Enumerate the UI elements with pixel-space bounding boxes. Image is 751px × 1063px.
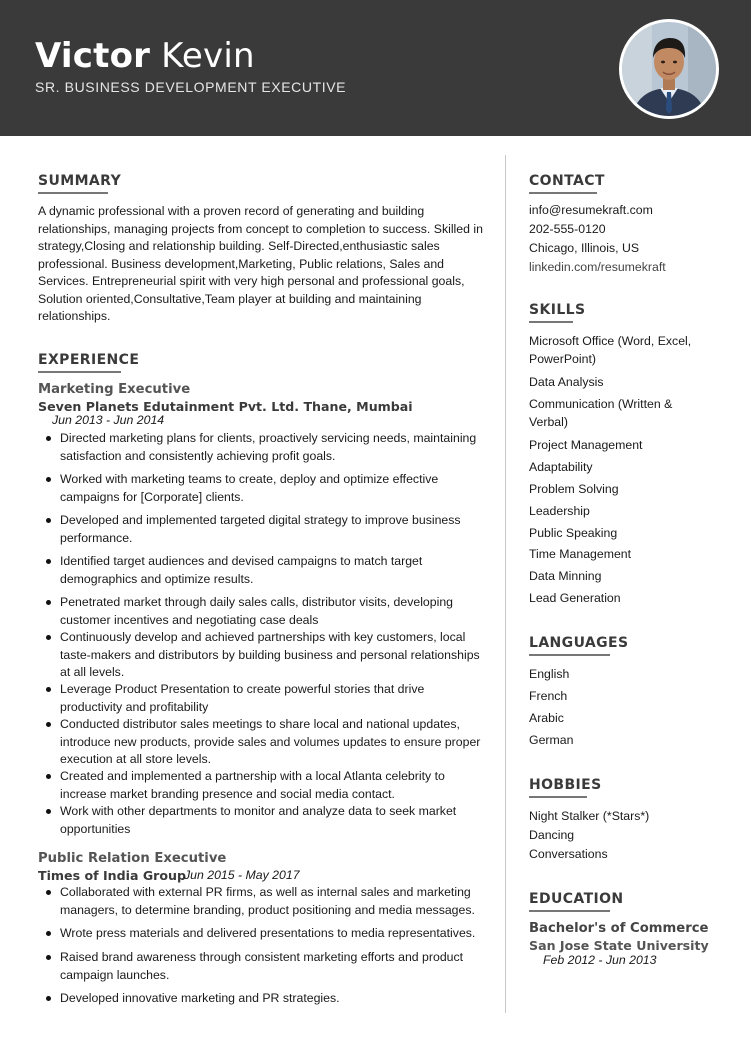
bullet-icon <box>45 809 53 817</box>
job-bullet <box>60 768 485 803</box>
skill-line: Verbal) <box>529 414 568 429</box>
languages-underline <box>529 654 610 656</box>
bullet-icon <box>45 890 53 898</box>
bullet-line: Raised brand awareness through consistent marketing efforts and product <box>60 950 464 964</box>
bullet-line: Work with other departments to monitor and analyze data to seek market <box>60 804 457 818</box>
experience-heading: EXPERIENCE <box>38 352 140 368</box>
language-item: French <box>529 689 568 703</box>
job-bullet <box>60 681 485 716</box>
education-heading: EDUCATION <box>529 891 624 907</box>
skill-item <box>529 333 729 368</box>
experience-underline <box>38 371 121 373</box>
bullet-line: Leverage Product Presentation to create powerful stories that drive <box>60 682 425 696</box>
job-bullet <box>60 949 485 984</box>
bullet-line: satisfaction and consistently achieving profit goals. <box>60 448 336 463</box>
summary-line: relationships. <box>38 309 111 323</box>
last-name: Kevin <box>161 36 255 76</box>
bullet-line: Directed marketing plans for clients, proactively servicing needs, maintaining <box>60 431 477 445</box>
hobbies-underline <box>529 796 587 798</box>
bullet-line: productivity and profitability <box>60 699 209 714</box>
bullet-line: customer incentives and negotiating case deals <box>60 612 319 627</box>
bullet-icon <box>45 687 53 695</box>
bullet-line: taste-makers and distributors by building business and personal relationships <box>60 647 480 662</box>
bullet-line: Developed innovative marketing and PR strategies. <box>60 991 340 1005</box>
bullet-icon <box>45 477 53 485</box>
job-dates: Jun 2013 - Jun 2014 <box>52 413 165 427</box>
skill-line: PowerPoint) <box>529 351 596 366</box>
candidate-name <box>35 36 255 76</box>
skills-heading: SKILLS <box>529 302 586 318</box>
skill-item <box>529 396 729 431</box>
language-item: Arabic <box>529 711 564 725</box>
bullet-line: Developed and implemented targeted digital strategy to improve business <box>60 513 461 527</box>
job-bullet <box>60 803 485 838</box>
column-divider <box>505 155 506 1013</box>
hobby-item: Conversations <box>529 847 608 861</box>
language-item: English <box>529 667 570 681</box>
education-school: San Jose State University <box>529 938 709 953</box>
bullet-icon <box>45 518 53 526</box>
bullet-line: performance. <box>60 530 133 545</box>
job-title: Marketing Executive <box>38 382 191 397</box>
bullet-icon <box>45 436 53 444</box>
header-banner <box>0 0 751 136</box>
job-bullet <box>60 990 485 1008</box>
bullet-line: Collaborated with external PR firms, as well as internal sales and marketing <box>60 885 471 899</box>
bullet-line: introduce new products, provide sales and volumes updates to ensure proper <box>60 734 481 749</box>
bullet-line: execution at all store levels. <box>60 752 212 766</box>
summary-line: A dynamic professional with a proven record of generating and building <box>38 204 425 218</box>
bullet-line: Penetrated market through daily sales calls, distributor visits, developing <box>60 595 454 609</box>
job-company: Times of India Group <box>38 868 187 883</box>
contact-email[interactable]: info@resumekraft.com <box>529 203 653 217</box>
skill-item: Problem Solving <box>529 482 619 496</box>
job-headline: SR. BUSINESS DEVELOPMENT EXECUTIVE <box>35 79 347 95</box>
skill-line: Microsoft Office (Word, Excel, <box>529 334 692 348</box>
bullet-icon <box>45 635 53 643</box>
skill-item: Project Management <box>529 438 643 452</box>
skills-underline <box>529 321 573 323</box>
first-name: Victor <box>35 36 151 76</box>
language-item: German <box>529 733 574 747</box>
education-dates: Feb 2012 - Jun 2013 <box>543 953 657 967</box>
contact-phone: 202-555-0120 <box>529 222 606 236</box>
hobby-item: Night Stalker (*Stars*) <box>529 809 650 823</box>
skill-item: Adaptability <box>529 460 593 474</box>
education-underline <box>529 910 610 912</box>
summary-heading: SUMMARY <box>38 173 122 189</box>
summary-underline <box>38 192 108 194</box>
bullet-icon <box>45 774 53 782</box>
bullet-line: demographics and optimize results. <box>60 571 254 586</box>
bullet-line: Continuously develop and achieved partnerships with key customers, local <box>60 630 466 644</box>
bullet-line: Wrote press materials and delivered presentations to media representatives. <box>60 926 476 940</box>
bullet-icon <box>45 931 53 939</box>
summary-line: professional. Business development,Marketing, Public relations, Sales and <box>38 256 445 271</box>
job-company: Seven Planets Edutainment Pvt. Ltd. Thane, Mumbai <box>38 399 413 414</box>
summary-line: strategy,Closing and relationship building. Self-Directed,enthusiastic sales <box>38 239 440 253</box>
skill-item: Public Speaking <box>529 526 618 540</box>
job-bullet <box>60 925 485 943</box>
summary-line: Services. Entrepreneurial spirit with very high personal and professional goals, <box>38 274 465 288</box>
bullet-line: increase market branding presence and social media contact. <box>60 786 395 801</box>
skill-item: Leadership <box>529 504 590 518</box>
skill-item: Data Analysis <box>529 375 604 389</box>
contact-location: Chicago, Illinois, US <box>529 241 640 255</box>
summary-text <box>38 203 493 326</box>
summary-line: relationships, managing projects from concept to completion to success. Skilled in <box>38 221 483 236</box>
education-degree: Bachelor's of Commerce <box>529 921 709 936</box>
job-bullet <box>60 594 485 629</box>
bullet-line: Created and implemented a partnership with a local Atlanta celebrity to <box>60 769 445 783</box>
summary-line: Solution oriented,Consultative,Team player at building and maintaining <box>38 291 422 306</box>
bullet-line: managers, to determine branding, product positioning and media messages. <box>60 902 475 917</box>
skill-line: Communication (Written & <box>529 397 673 411</box>
avatar-icon <box>622 22 716 116</box>
contact-heading: CONTACT <box>529 173 605 189</box>
contact-linkedin-link[interactable]: linkedin.com/resumekraft <box>529 260 666 274</box>
job-title: Public Relation Executive <box>38 851 227 866</box>
job-dates: Jun 2015 - May 2017 <box>184 868 300 882</box>
bullet-icon <box>45 559 53 567</box>
skill-item: Lead Generation <box>529 591 621 605</box>
contact-underline <box>529 192 597 194</box>
job-bullet <box>60 471 485 506</box>
skill-item: Time Management <box>529 547 632 561</box>
profile-photo <box>619 19 719 119</box>
bullet-line: campaign launches. <box>60 967 170 982</box>
languages-heading: LANGUAGES <box>529 635 629 651</box>
job-bullet <box>60 629 485 682</box>
bullet-line: Identified target audiences and devised campaigns to match target <box>60 554 423 568</box>
job-bullet <box>60 716 485 769</box>
job-bullet <box>60 430 485 465</box>
job-bullet <box>60 553 485 588</box>
bullet-icon <box>45 600 53 608</box>
bullet-line: Worked with marketing teams to create, deploy and optimize effective <box>60 472 439 486</box>
hobbies-heading: HOBBIES <box>529 777 602 793</box>
bullet-line: Conducted distributor sales meetings to share local and national updates, <box>60 717 460 731</box>
bullet-icon <box>45 722 53 730</box>
job-bullet <box>60 512 485 547</box>
bullet-icon <box>45 996 53 1004</box>
bullet-line: at all levels. <box>60 665 125 679</box>
bullet-line: campaigns for [Corporate] clients. <box>60 489 244 504</box>
hobby-item: Dancing <box>529 828 575 842</box>
job-bullet <box>60 884 485 919</box>
bullet-line: opportunities <box>60 821 131 836</box>
bullet-icon <box>45 955 53 963</box>
skill-item: Data Minning <box>529 569 602 583</box>
